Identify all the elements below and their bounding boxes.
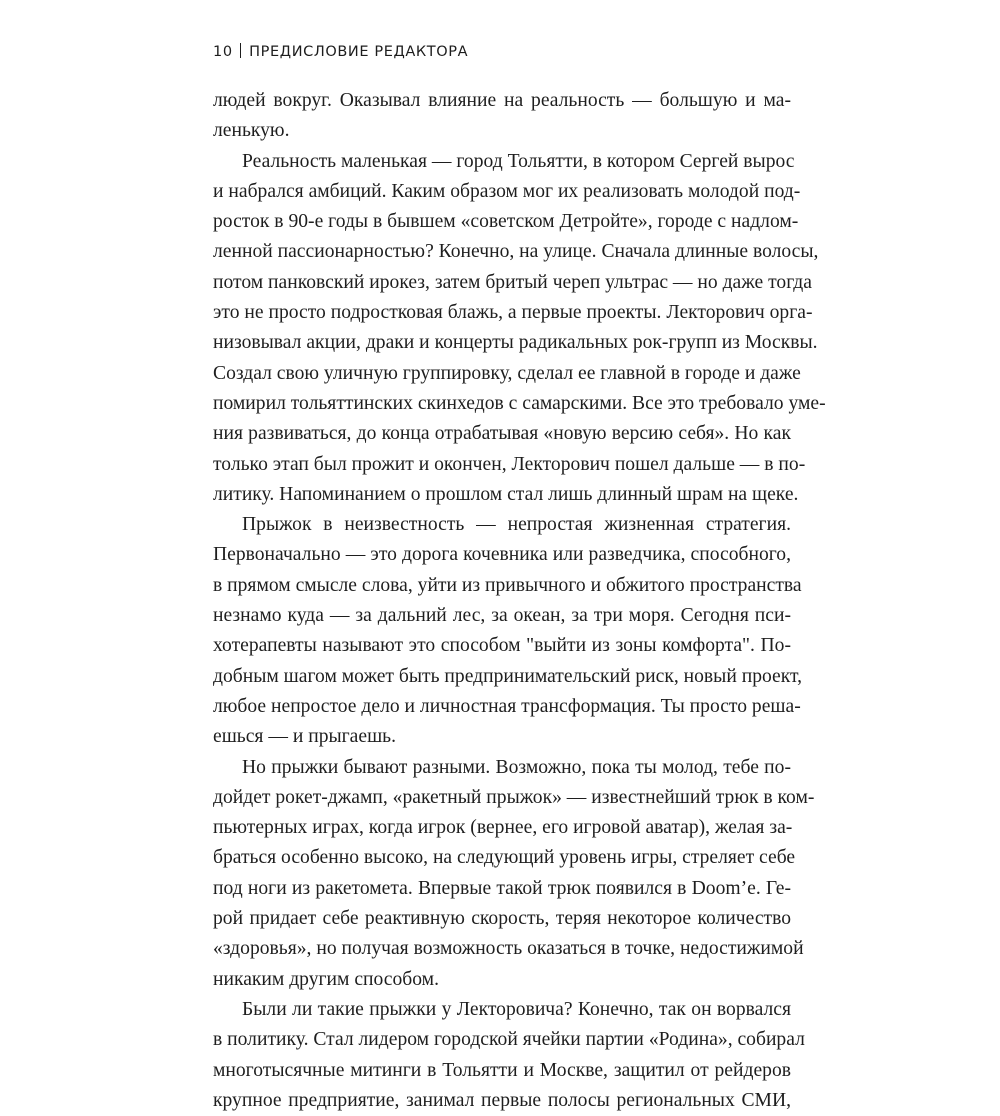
text-line: Реальность маленькая — город Тольятти, в котором Сергей вырос	[242, 150, 795, 172]
text-line: литику. Напоминанием о прошлом стал лишь длинный шрам на щеке.	[213, 483, 799, 505]
text-line: хотерапевты называют это способом "выйти из зоны комфорта". По-	[213, 635, 791, 657]
text-line: «здоровья», но получая возможность оказаться в точке, недостижимой	[213, 938, 804, 960]
section-title: ПРЕДИСЛОВИЕ РЕДАКТОРА	[249, 44, 469, 60]
text-line: только этап был прожит и окончен, Лекторович пошел дальше — в по-	[213, 453, 806, 475]
text-line: крупное предприятие, занимал первые полосы региональных СМИ,	[213, 1089, 791, 1111]
text-line: и набрался амбиций. Каким образом мог их реализовать молодой под-	[213, 180, 801, 202]
text-line: низовывал акции, драки и концерты радикальных рок-групп из Москвы.	[213, 332, 818, 354]
text-line: Создал свою уличную группировку, сделал ее главной в городе и даже	[213, 362, 801, 384]
header-separator	[240, 43, 242, 58]
text-line: браться особенно высоко, на следующий уровень игры, стреляет себе	[213, 847, 796, 869]
text-line: многотысячные митинги в Тольятти и Москве, защитил от рейдеров	[213, 1059, 791, 1081]
text-line: в политику. Стал лидером городской ячейки партии «Родина», собирал	[213, 1029, 805, 1051]
text-line: в прямом смысле слова, уйти из привычного и обжитого пространства	[213, 574, 802, 596]
text-line: Но прыжки бывают разными. Возможно, пока ты молод, тебе по-	[242, 756, 791, 778]
running-head	[213, 43, 468, 60]
text-line: любое непростое дело и личностная трансформация. Ты просто реша-	[213, 695, 801, 717]
text-line: ленной пассионарностью? Конечно, на улице. Сначала длинные волосы,	[213, 241, 819, 263]
text-line: незнамо куда — за дальний лес, за океан, за три моря. Сегодня пси-	[213, 605, 791, 627]
text-line: пьютерных играх, когда игрок (вернее, его игровой аватар), желая за-	[213, 817, 793, 839]
text-line: ния развиваться, до конца отрабатывая «новую версию себя». Но как	[213, 423, 791, 445]
text-line: под ноги из ракетомета. Впервые такой трюк появился в Doom’е. Ге-	[213, 877, 791, 899]
text-line: дойдет рокет-джамп, «ракетный прыжок» — известнейший трюк в ком-	[213, 786, 815, 808]
page-number: 10	[213, 44, 233, 60]
text-line: росток в 90-е годы в бывшем «советском Детройте», городе с надлом-	[213, 211, 799, 233]
text-line: потом панковский ирокез, затем бритый череп ультрас — но даже тогда	[213, 271, 812, 293]
text-line: рой придает себе реактивную скорость, теряя некоторое количество	[213, 908, 791, 930]
text-line: это не просто подростковая блажь, а первые проекты. Лекторович орга-	[213, 302, 813, 324]
text-line: Были ли такие прыжки у Лекторовича? Конечно, так он ворвался	[242, 998, 791, 1020]
text-line: Прыжок в неизвестность — непростая жизненная стратегия.	[242, 514, 791, 536]
text-line: ешься — и прыгаешь.	[213, 726, 397, 748]
body-text	[213, 86, 826, 1116]
text-line: людей вокруг. Оказывал влияние на реальность — большую и ма-	[213, 90, 791, 111]
text-line: никаким другим способом.	[213, 968, 439, 990]
text-line: добным шагом может быть предпринимательский риск, новый проект,	[213, 665, 802, 687]
text-line: помирил тольяттинских скинхедов с самарскими. Все это требовало уме-	[213, 392, 826, 414]
text-line: Первоначально — это дорога кочевника или разведчика, способного,	[213, 544, 791, 566]
text-line: ленькую.	[213, 120, 290, 142]
